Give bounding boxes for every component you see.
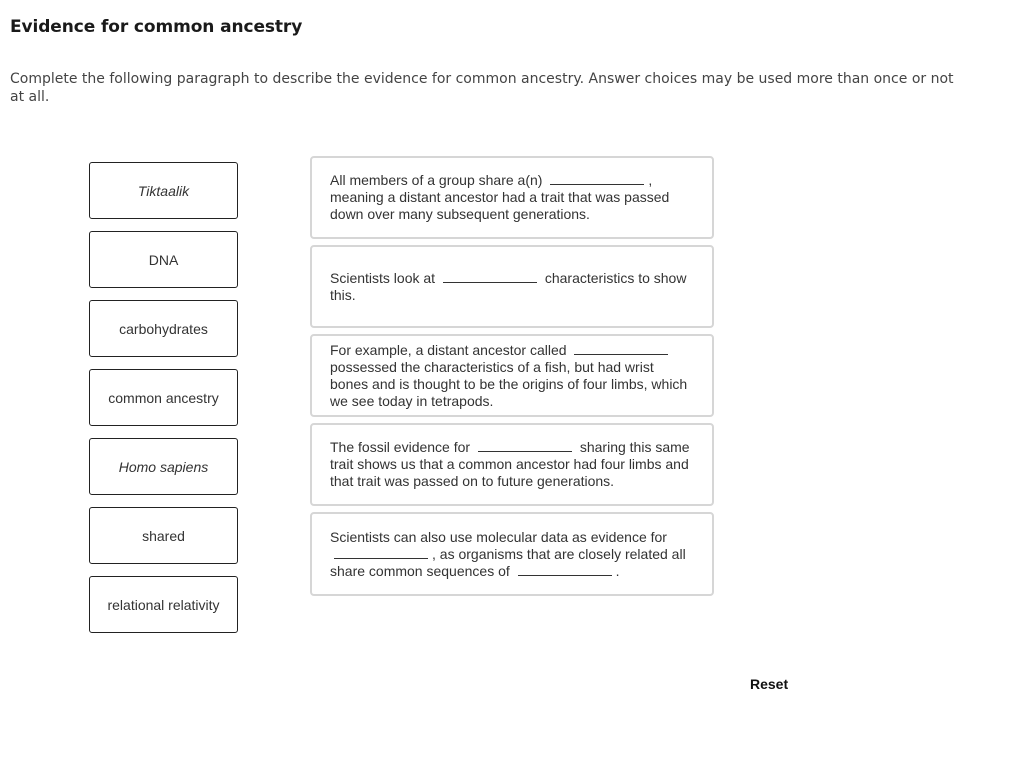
choice-dna[interactable] [89, 231, 238, 288]
choice-tiktaalik[interactable] [89, 162, 238, 219]
choice-label: common ancestry [108, 389, 219, 406]
sentence-text: possessed the characteristics of a fish, but had wrist bones and is thought to be the origins of four limbs, which we see today in tetrapods. [330, 358, 688, 409]
choice-label: relational relativity [107, 596, 220, 613]
drop-blank-4[interactable] [478, 439, 572, 452]
sentence-text: , meaning a distant ancestor had a trait that was passed down over many subsequent generations. [330, 172, 670, 222]
drop-blank-1[interactable] [550, 172, 644, 185]
sentence-text: All members of a group share a(n) [330, 172, 543, 188]
drop-blank-3[interactable] [574, 342, 668, 355]
sentence-card-4 [310, 423, 714, 506]
sentence-text: For example, a distant ancestor called [330, 341, 567, 358]
choice-shared[interactable] [89, 507, 238, 564]
sentence-text: The fossil evidence for [330, 439, 471, 455]
choice-label: DNA [148, 251, 179, 268]
choice-label: shared [142, 527, 185, 544]
sentence-card-5 [310, 512, 714, 596]
sentence-text: . [615, 562, 620, 579]
drop-blank-6[interactable] [518, 563, 612, 576]
sentence-text: Scientists can also use molecular data as evidence for [330, 528, 667, 545]
sentence-text: Scientists look at [330, 269, 436, 286]
sentence-text: , as organisms that are closely related all share common sequences of [330, 545, 686, 579]
choice-label: Tiktaalik [137, 182, 190, 199]
choice-relational-relativity[interactable] [89, 576, 238, 633]
sentence-text: sharing this same trait shows us that a common ancestor had four limbs and that trait was passed on to future generations. [330, 439, 690, 489]
instructions: Complete the following paragraph to describe the evidence for common ancestry. Answer choices may be used more than once or not at all. [10, 71, 954, 105]
drop-blank-2[interactable] [443, 270, 537, 283]
reset-button[interactable]: Reset [746, 676, 792, 692]
page-title: Evidence for common ancestry [10, 17, 303, 37]
choice-label: Homo sapiens [118, 458, 209, 475]
sentence-card-2 [310, 245, 714, 328]
sentence-text: characteristics to show this. [330, 269, 687, 303]
sentence-card-1 [310, 156, 714, 239]
choice-carbohydrates[interactable] [89, 300, 238, 357]
sentence-card-3 [310, 334, 714, 417]
choice-common-ancestry[interactable] [89, 369, 238, 426]
drop-blank-5[interactable] [334, 546, 428, 559]
choice-homo-sapiens[interactable] [89, 438, 238, 495]
choice-label: carbohydrates [119, 320, 208, 337]
